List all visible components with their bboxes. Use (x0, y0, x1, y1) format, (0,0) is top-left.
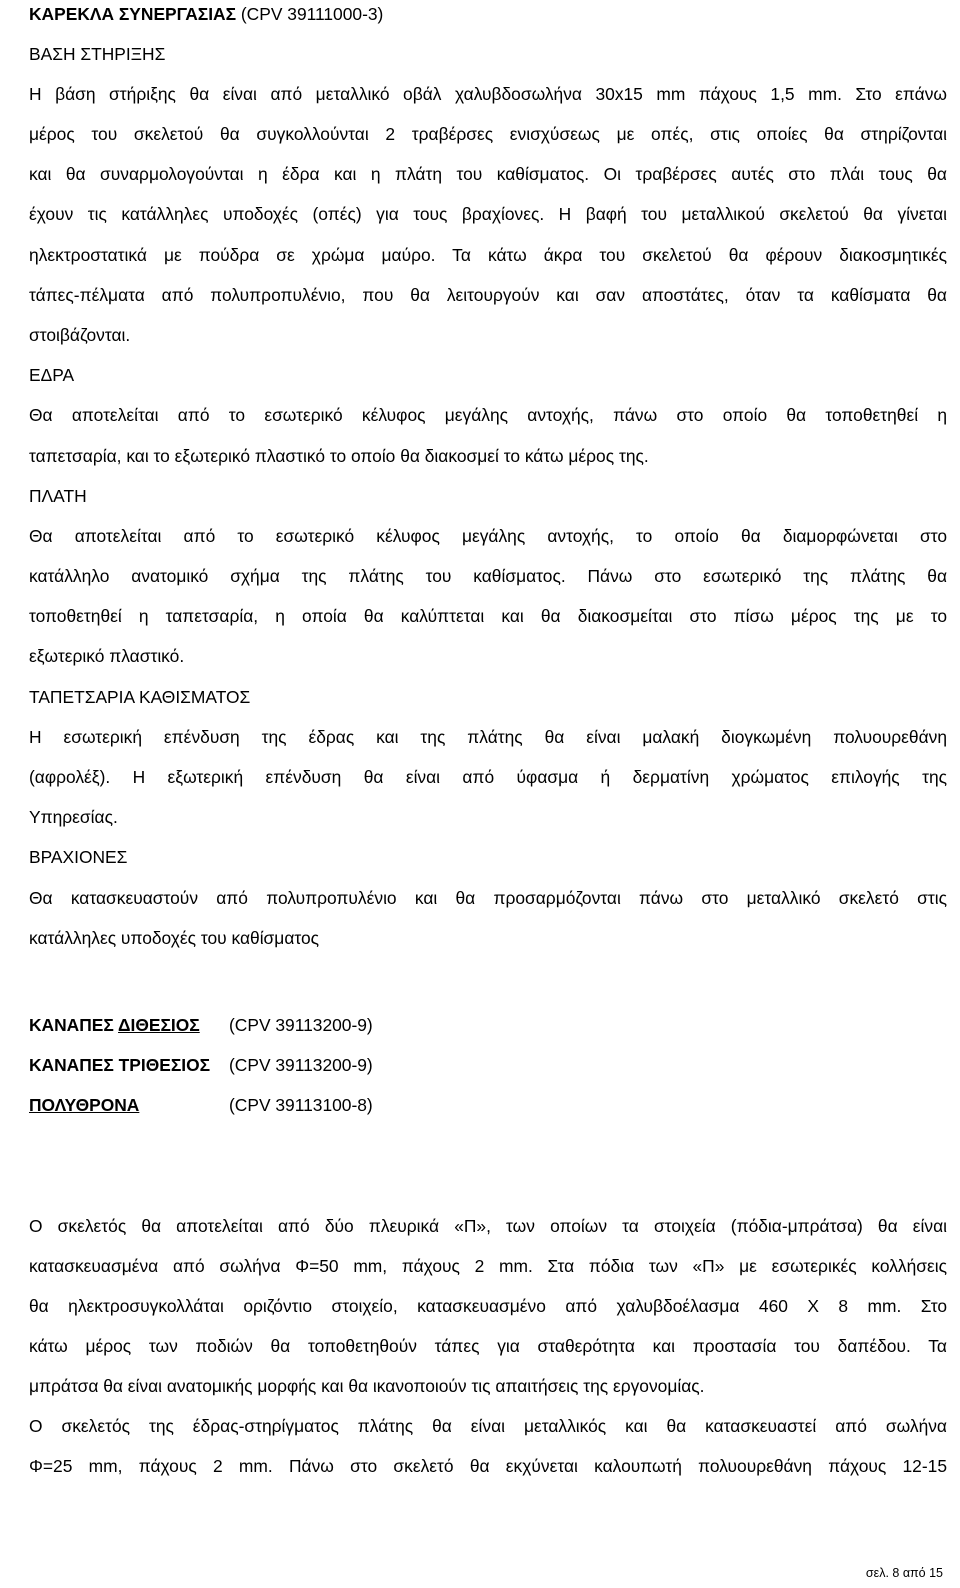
sofa-two-seat-title-line (29, 1015, 373, 1035)
paragraph-line: κατάλληλο ανατομικό σχήμα της πλάτης του καθίσματος. Πάνω στο εσωτερικό της πλάτης θα (29, 566, 947, 586)
paragraph-line: εξωτερικό πλαστικό. (29, 646, 185, 666)
back-heading: ΠΛΑΤΗ (29, 486, 87, 506)
base-heading: ΒΑΣΗ ΣΤΗΡΙΞΗΣ (29, 44, 166, 64)
paragraph-line: Θα αποτελείται από το εσωτερικό κέλυφος μεγάλης αντοχής, πάνω στο οποίο θα τοποθετηθεί η (29, 405, 947, 425)
paragraph-line: έχουν τις κατάλληλες υποδοχές (οπές) για τους βραχίονες. Η βαφή του μεταλλικού σκελετού θα γίνεται (29, 204, 947, 224)
sofa-two-seat-title: ΚΑΝΑΠΕΣ ΔΙΘΕΣΙΟΣ (29, 1015, 200, 1035)
paragraph-line: μπράτσα θα είναι ανατομικής μορφής και θα ικανοποιούν τις απαιτήσεις της εργονομίας. (29, 1376, 705, 1396)
upholstery-heading: ΤΑΠΕΤΣΑΡΙΑ ΚΑΘΙΣΜΑΤΟΣ (29, 687, 251, 707)
paragraph-line: Θα κατασκευαστούν από πολυπροπυλένιο και θα προσαρμόζονται πάνω στο μεταλλικό σκελετό στις (29, 888, 947, 908)
paragraph-line: Ο σκελετός θα αποτελείται από δύο πλευρικά «Π», των οποίων τα στοιχεία (πόδια-μπράτσα) θα είναι (29, 1216, 947, 1236)
page-number: σελ. 8 από 15 (865, 1566, 943, 1580)
paragraph-line: και θα συναρμολογούνται η έδρα και η πλάτη του καθίσματος. Οι τραβέρσες αυτές στο πλάι τους θα (29, 164, 947, 184)
paragraph-line: στοιβάζονται. (29, 325, 131, 345)
sofa-three-seat-cpv: (CPV 39113200-9) (229, 1055, 373, 1075)
paragraph-line: κατασκευασμένα από σωλήνα Φ=50 mm, πάχους 2 mm. Στα πόδια των «Π» με εσωτερικές κολλήσεις (29, 1256, 947, 1276)
paragraph-line: (αφρολέξ). Η εξωτερική επένδυση θα είναι από ύφασμα ή δερματίνη χρώματος επιλογής της (29, 767, 947, 787)
sofa-two-seat-cpv: (CPV 39113200-9) (229, 1015, 373, 1035)
paragraph-line: κάτω μέρος των ποδιών θα τοποθετηθούν τάπες για σταθερότητα και προστασία του δαπέδου. Τα (29, 1336, 947, 1356)
paragraph-line: Φ=25 mm, πάχους 2 mm. Πάνω στο σκελετό θα εκχύνεται καλουπωτή πολυουρεθάνη πάχους 12-15 (29, 1456, 947, 1476)
paragraph-line: ηλεκτροστατικά με πούδρα σε χρώμα μαύρο. Τα κάτω άκρα του σκελετού θα φέρουν διακοσμητικές (29, 245, 947, 265)
paragraph-line: Υπηρεσίας. (29, 807, 118, 827)
paragraph-line: Ο σκελετός της έδρας-στηρίγματος πλάτης θα είναι μεταλλικός και θα κατασκευαστεί από σωλήνα (29, 1416, 947, 1436)
chair-cpv: (CPV 39111000-3) (240, 4, 384, 24)
sofa-three-seat-title: ΚΑΝΑΠΕΣ ΤΡΙΘΕΣΙΟΣ (29, 1055, 211, 1075)
paragraph-line: κατάλληλες υποδοχές του καθίσματος (29, 928, 320, 948)
chair-title-line (29, 4, 383, 24)
paragraph-line: θα ηλεκτροσυγκολλάται οριζόντιο στοιχείο, κατασκευασμένο από χαλυβδοέλασμα 460 Χ 8 mm. Στο (29, 1296, 947, 1316)
paragraph-line: τάπες-πέλματα από πολυπροπυλένιο, που θα λειτουργούν και σαν αποστάτες, όταν τα καθίσματα θα (29, 285, 947, 305)
armchair-title: ΠΟΛΥΘΡΟΝΑ (29, 1095, 140, 1115)
armchair-cpv: (CPV 39113100-8) (229, 1095, 373, 1115)
sofa-three-seat-title-line (29, 1055, 373, 1075)
chair-title: ΚΑΡΕΚΛΑ ΣΥΝΕΡΓΑΣΙΑΣ (29, 4, 237, 24)
armchair-title-line (29, 1095, 373, 1115)
paragraph-line: Η εσωτερική επένδυση της έδρας και της πλάτης θα είναι μαλακή διογκωμένη πολυουρεθάνη (29, 727, 947, 747)
paragraph-line: Η βάση στήριξης θα είναι από μεταλλικό οβάλ χαλυβδοσωλήνα 30x15 mm πάχους 1,5 mm. Στο επάνω (29, 84, 947, 104)
arms-heading: ΒΡΑΧΙΟΝΕΣ (29, 847, 128, 867)
seat-heading: ΕΔΡΑ (29, 365, 75, 385)
paragraph-line: μέρος του σκελετού θα συγκολλούνται 2 τραβέρσες ενισχύσεως με οπές, στις οποίες θα στηρίζονται (29, 124, 947, 144)
paragraph-line: τοποθετηθεί η ταπετσαρία, η οποία θα καλύπτεται και θα διακοσμείται στο πίσω μέρος της με το (29, 606, 947, 626)
paragraph-line: Θα αποτελείται από το εσωτερικό κέλυφος μεγάλης αντοχής, το οποίο θα διαμορφώνεται στο (29, 526, 947, 546)
paragraph-line: ταπετσαρία, και το εξωτερικό πλαστικό το οποίο θα διακοσμεί το κάτω μέρος της. (29, 446, 649, 466)
